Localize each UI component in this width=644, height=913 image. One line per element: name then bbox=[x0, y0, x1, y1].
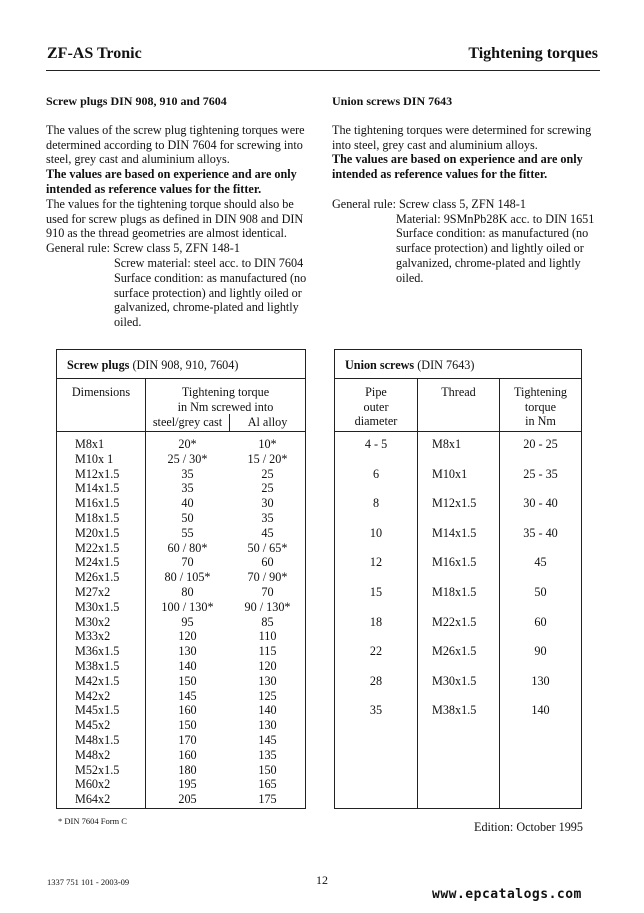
header-torque-line: Tightening bbox=[513, 385, 568, 399]
al-torque-cell: 130 bbox=[258, 673, 277, 688]
al-torque-cell: 30 bbox=[261, 496, 274, 511]
pipe-diameter-cell: 6 bbox=[372, 466, 380, 481]
steel-torque-cell: 140 bbox=[178, 659, 197, 673]
surface-condition-line: Surface condition: as manufactured (no surface protection) and lightly oiled or galvanized, chrome-plated and lightly oiled. bbox=[396, 226, 589, 285]
table-row bbox=[335, 674, 581, 689]
screw-plugs-section bbox=[46, 94, 318, 330]
screw-plugs-para3: The values for the tightening torque should also be used for screw plugs as defined in DIN 908 and DIN 910 as the thread geometries are almost identical. bbox=[46, 196, 304, 241]
steel-torque-cell: 100 / 130* bbox=[161, 599, 214, 614]
table-row bbox=[57, 777, 305, 792]
material-line: Material: 9SMnPb28K acc. to DIN 1651 bbox=[396, 211, 595, 226]
header-torque-line2: in Nm screwed into bbox=[177, 399, 274, 414]
header-torque-line1: Tightening torque bbox=[181, 385, 270, 399]
al-torque-cell: 145 bbox=[258, 733, 277, 747]
union-screws-note: The values are based on experience and are only intended as reference values for the fitter. bbox=[332, 152, 583, 182]
header-pipe-line: Pipe bbox=[365, 385, 387, 399]
dimension-cell: M48x2 bbox=[75, 747, 111, 762]
document-number: 1337 751 101 - 2003-09 bbox=[47, 877, 130, 887]
caption-bold: Union screws bbox=[345, 358, 415, 372]
header-torque bbox=[500, 385, 581, 429]
al-torque-cell: 15 / 20* bbox=[247, 451, 288, 466]
steel-torque-cell: 25 / 30* bbox=[167, 451, 208, 466]
dimension-cell: M45x2 bbox=[75, 718, 111, 733]
al-torque-cell: 90 / 130* bbox=[244, 599, 291, 614]
pipe-diameter-cell: 10 bbox=[369, 525, 383, 540]
steel-torque-cell: 150 bbox=[178, 718, 197, 733]
table-header bbox=[335, 379, 581, 432]
table-header bbox=[57, 379, 305, 432]
steel-torque-cell: 180 bbox=[178, 762, 197, 777]
table-row bbox=[335, 526, 581, 541]
steel-torque-cell: 40 bbox=[181, 496, 194, 511]
footnote: * DIN 7604 Form C bbox=[58, 816, 127, 826]
thread-cell: M12x1.5 bbox=[432, 496, 477, 511]
pipe-diameter-cell: 4 - 5 bbox=[364, 437, 388, 451]
table-row bbox=[57, 585, 305, 600]
table-row bbox=[57, 748, 305, 763]
header-thread: Thread bbox=[441, 385, 476, 399]
header-torque bbox=[146, 385, 305, 414]
header-torque-line: torque bbox=[524, 399, 557, 414]
torque-cell: 140 bbox=[531, 703, 550, 718]
dimension-cell: M64x2 bbox=[75, 792, 111, 807]
steel-torque-cell: 50 bbox=[181, 511, 194, 525]
dimension-cell: M26x1.5 bbox=[75, 570, 120, 585]
table-row bbox=[57, 452, 305, 467]
al-torque-cell: 70 bbox=[261, 585, 274, 599]
steel-torque-cell: 170 bbox=[178, 733, 197, 747]
table-caption bbox=[57, 350, 305, 379]
screw-plugs-table bbox=[56, 349, 306, 809]
torque-cell: 35 - 40 bbox=[523, 525, 558, 540]
steel-torque-cell: 160 bbox=[178, 747, 197, 762]
torque-cell: 30 - 40 bbox=[523, 496, 558, 511]
pipe-diameter-cell: 12 bbox=[369, 555, 383, 570]
al-torque-cell: 45 bbox=[261, 525, 274, 540]
table-row bbox=[57, 733, 305, 748]
al-torque-cell: 70 / 90* bbox=[247, 570, 288, 585]
dimension-cell: M24x1.5 bbox=[75, 555, 120, 570]
table-row bbox=[335, 703, 581, 718]
table-row bbox=[57, 467, 305, 482]
table-row bbox=[57, 481, 305, 496]
header-steel: steel/grey cast bbox=[152, 415, 223, 429]
table-row bbox=[57, 659, 305, 674]
al-torque-cell: 115 bbox=[258, 644, 277, 659]
header-pipe bbox=[335, 385, 417, 429]
pipe-diameter-cell: 28 bbox=[369, 673, 383, 688]
steel-torque-cell: 35 bbox=[181, 481, 194, 496]
table-row bbox=[57, 511, 305, 526]
al-torque-cell: 125 bbox=[258, 688, 277, 703]
al-torque-cell: 35 bbox=[261, 511, 274, 525]
watermark: www.epcatalogs.com bbox=[432, 887, 582, 902]
al-torque-cell: 175 bbox=[258, 792, 277, 807]
header-torque-line: in Nm bbox=[525, 414, 556, 428]
table-row bbox=[57, 555, 305, 570]
general-rule-line: General rule: Screw class 5, ZFN 148-1 bbox=[332, 196, 526, 211]
dimension-cell: M20x1.5 bbox=[75, 525, 120, 540]
dimension-cell: M48x1.5 bbox=[75, 733, 120, 747]
caption-bold: Screw plugs bbox=[67, 358, 130, 372]
steel-torque-cell: 70 bbox=[181, 555, 194, 570]
thread-cell: M14x1.5 bbox=[432, 525, 477, 540]
caption-rest: (DIN 7643) bbox=[414, 358, 475, 372]
header-pipe-line: diameter bbox=[354, 414, 398, 428]
dimension-cell: M22x1.5 bbox=[75, 540, 120, 555]
general-rule-line: General rule: Screw class 5, ZFN 148-1 bbox=[46, 241, 240, 256]
al-torque-cell: 130 bbox=[258, 718, 277, 733]
steel-torque-cell: 95 bbox=[181, 614, 194, 629]
screw-plugs-heading: Screw plugs DIN 908, 910 and 7604 bbox=[46, 94, 227, 108]
steel-torque-cell: 80 / 105* bbox=[164, 570, 211, 585]
table-row bbox=[57, 570, 305, 585]
screw-material-line: Screw material: steel acc. to DIN 7604 bbox=[114, 255, 304, 270]
al-torque-cell: 85 bbox=[261, 614, 274, 629]
steel-torque-cell: 145 bbox=[178, 688, 197, 703]
table-row bbox=[57, 629, 305, 644]
dimension-cell: M60x2 bbox=[75, 777, 111, 792]
table-row bbox=[335, 585, 581, 600]
screw-plugs-note: The values are based on experience and are only intended as reference values for the fitter. bbox=[46, 167, 297, 196]
union-screws-para1: The tightening torques were determined for screwing into steel, grey cast and aluminium alloys. bbox=[332, 122, 592, 152]
header-dimensions: Dimensions bbox=[71, 385, 131, 399]
steel-torque-cell: 120 bbox=[178, 629, 197, 644]
table-row bbox=[57, 615, 305, 630]
table-row bbox=[57, 763, 305, 778]
dimension-cell: M30x2 bbox=[75, 614, 111, 629]
pipe-diameter-cell: 15 bbox=[369, 585, 383, 599]
table-row bbox=[57, 718, 305, 733]
table-row bbox=[57, 496, 305, 511]
column-divider bbox=[229, 414, 230, 431]
table-row bbox=[335, 615, 581, 630]
thread-cell: M8x1 bbox=[432, 437, 462, 451]
al-torque-cell: 140 bbox=[258, 703, 277, 718]
thread-cell: M10x1 bbox=[432, 466, 468, 481]
header-rule bbox=[46, 70, 600, 71]
dimension-cell: M45x1.5 bbox=[75, 703, 120, 718]
torque-cell: 50 bbox=[534, 585, 547, 599]
table-row bbox=[57, 437, 305, 452]
edition: Edition: October 1995 bbox=[474, 820, 583, 834]
dimension-cell: M42x1.5 bbox=[75, 673, 120, 688]
al-torque-cell: 120 bbox=[258, 659, 277, 673]
torque-cell: 25 - 35 bbox=[523, 466, 558, 481]
dimension-cell: M52x1.5 bbox=[75, 762, 120, 777]
al-torque-cell: 150 bbox=[258, 762, 277, 777]
al-torque-cell: 60 bbox=[261, 555, 274, 570]
dimension-cell: M33x2 bbox=[75, 629, 111, 644]
al-torque-cell: 50 / 65* bbox=[247, 540, 288, 555]
steel-torque-cell: 130 bbox=[178, 644, 197, 659]
pipe-diameter-cell: 35 bbox=[369, 703, 383, 718]
steel-torque-cell: 35 bbox=[181, 466, 194, 481]
dimension-cell: M36x1.5 bbox=[75, 644, 120, 659]
torque-cell: 130 bbox=[531, 673, 550, 688]
thread-cell: M30x1.5 bbox=[432, 673, 477, 688]
table-row bbox=[57, 703, 305, 718]
al-torque-cell: 25 bbox=[261, 466, 274, 481]
al-torque-cell: 110 bbox=[258, 629, 277, 644]
dimension-cell: M27x2 bbox=[75, 585, 111, 599]
steel-torque-cell: 150 bbox=[178, 673, 197, 688]
table-row bbox=[57, 644, 305, 659]
al-torque-cell: 135 bbox=[258, 747, 277, 762]
dimension-cell: M14x1.5 bbox=[75, 481, 120, 496]
pipe-diameter-cell: 8 bbox=[372, 496, 380, 511]
dimension-cell: M16x1.5 bbox=[75, 496, 120, 511]
union-screws-table bbox=[334, 349, 582, 809]
thread-cell: M18x1.5 bbox=[432, 585, 477, 599]
torque-cell: 60 bbox=[534, 614, 547, 629]
table-row bbox=[335, 496, 581, 511]
steel-torque-cell: 60 / 80* bbox=[167, 540, 208, 555]
al-torque-cell: 165 bbox=[258, 777, 277, 792]
dimension-cell: M8x1 bbox=[75, 437, 105, 451]
table-row bbox=[335, 644, 581, 659]
table-row bbox=[335, 437, 581, 452]
steel-torque-cell: 205 bbox=[178, 792, 197, 807]
header-al-alloy: Al alloy bbox=[247, 415, 288, 429]
table-row bbox=[57, 526, 305, 541]
document-title: ZF-AS Tronic bbox=[47, 45, 142, 62]
thread-cell: M22x1.5 bbox=[432, 614, 477, 629]
steel-torque-cell: 80 bbox=[181, 585, 194, 599]
pipe-diameter-cell: 18 bbox=[369, 614, 383, 629]
steel-torque-cell: 20* bbox=[178, 437, 197, 451]
surface-condition-line: Surface condition: as manufactured (no surface protection) and lightly oiled or galvanized, chrome-plated and lightly oiled. bbox=[114, 270, 307, 330]
torque-cell: 45 bbox=[534, 555, 547, 570]
table-row bbox=[335, 555, 581, 570]
thread-cell: M26x1.5 bbox=[432, 644, 477, 659]
union-screws-heading: Union screws DIN 7643 bbox=[332, 94, 453, 108]
torque-cell: 90 bbox=[534, 644, 547, 659]
dimension-cell: M12x1.5 bbox=[75, 466, 120, 481]
dimension-cell: M18x1.5 bbox=[75, 511, 120, 525]
header-pipe-line: outer bbox=[363, 399, 389, 414]
union-screws-section bbox=[332, 94, 604, 286]
page-number: 12 bbox=[316, 873, 328, 887]
table-row bbox=[57, 674, 305, 689]
dimension-cell: M10x 1 bbox=[75, 451, 114, 466]
table-row bbox=[57, 600, 305, 615]
caption-rest: (DIN 908, 910, 7604) bbox=[129, 358, 239, 372]
dimension-cell: M38x1.5 bbox=[75, 659, 120, 673]
al-torque-cell: 25 bbox=[261, 481, 274, 496]
table-row bbox=[57, 792, 305, 807]
steel-torque-cell: 55 bbox=[181, 525, 194, 540]
dimension-cell: M42x2 bbox=[75, 688, 111, 703]
steel-torque-cell: 160 bbox=[178, 703, 197, 718]
torque-cell: 20 - 25 bbox=[523, 437, 558, 451]
thread-cell: M38x1.5 bbox=[432, 703, 477, 718]
pipe-diameter-cell: 22 bbox=[369, 644, 383, 659]
dimension-cell: M30x1.5 bbox=[75, 599, 120, 614]
table-row bbox=[57, 541, 305, 556]
screw-plugs-para1: The values of the screw plug tightening torques were determined according to DIN 7604 for screwing into steel, grey cast and aluminium alloys. bbox=[46, 122, 305, 167]
thread-cell: M16x1.5 bbox=[432, 555, 477, 570]
table-caption bbox=[335, 350, 581, 379]
steel-torque-cell: 195 bbox=[178, 777, 197, 792]
table-row bbox=[335, 467, 581, 482]
section-title: Tightening torques bbox=[468, 45, 598, 62]
al-torque-cell: 10* bbox=[258, 437, 277, 451]
table-row bbox=[57, 689, 305, 704]
